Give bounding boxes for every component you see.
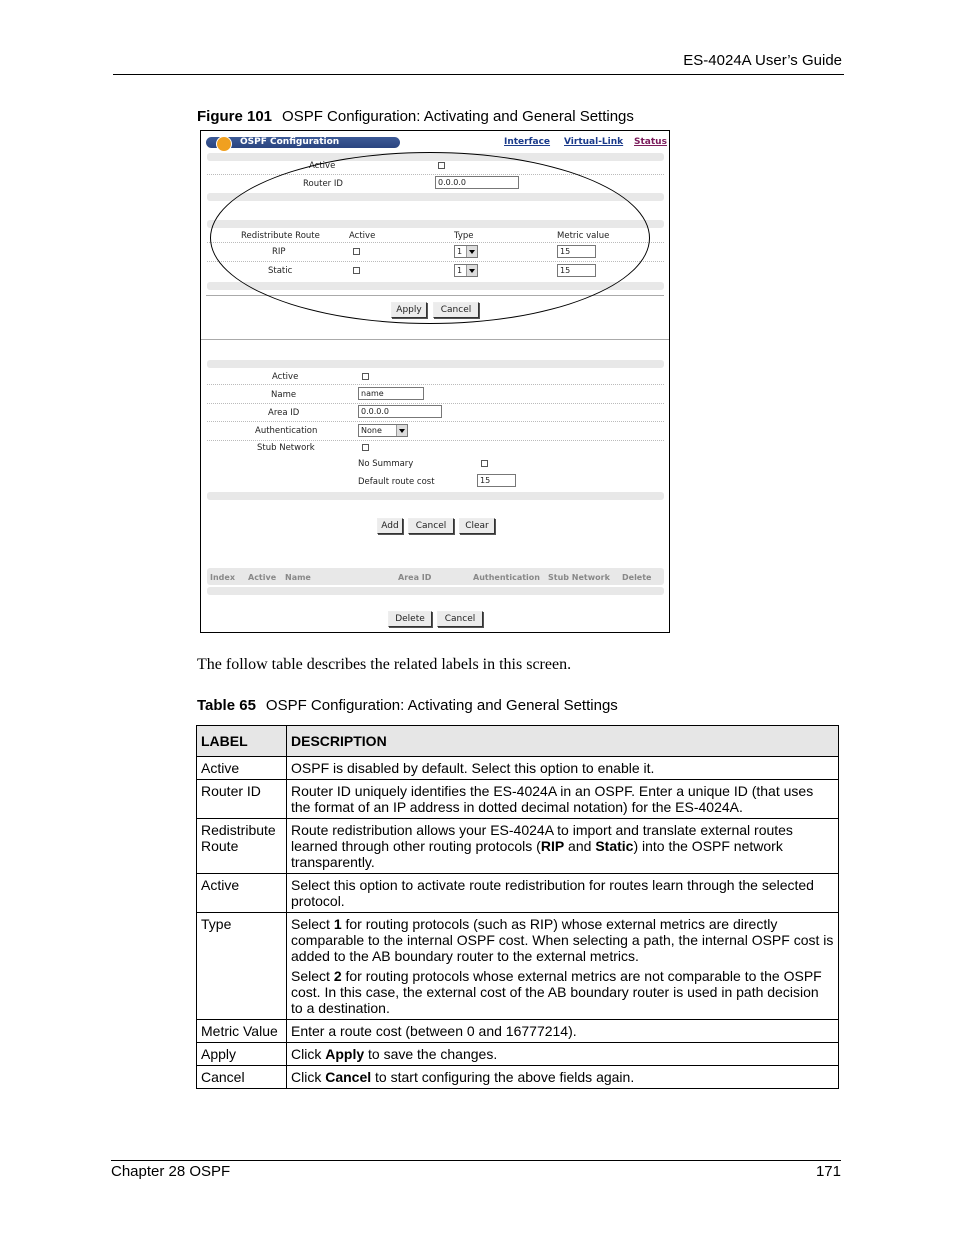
default-cost-input[interactable]: 15	[477, 474, 516, 487]
desc-bold: 2	[333, 968, 342, 984]
desc-text: Select	[291, 916, 334, 932]
table-row	[197, 1043, 839, 1066]
ospf-title: OSPF Configuration	[240, 137, 340, 147]
area-cancel-button[interactable]: Cancel	[408, 518, 454, 534]
desc-bold: RIP	[540, 838, 565, 854]
desc-text: Click	[291, 1069, 326, 1085]
section-band	[207, 360, 664, 368]
highlight-ellipse	[210, 152, 650, 324]
description-table	[196, 725, 839, 1089]
header-description: DESCRIPTION	[287, 726, 839, 757]
stub-network-checkbox[interactable]	[362, 444, 369, 451]
router-id-label: Router ID	[303, 179, 343, 189]
table-row	[197, 874, 839, 913]
table-row	[197, 1066, 839, 1089]
page-number: 171	[815, 1163, 841, 1180]
row-divider	[207, 440, 664, 441]
section-band	[207, 492, 664, 500]
stub-network-label: Stub Network	[257, 443, 315, 453]
desc-text: to save the changes.	[364, 1046, 498, 1062]
guide-title: ES-4024A User’s Guide	[683, 52, 842, 69]
area-id-label: Area ID	[268, 408, 300, 418]
desc-text: and	[564, 838, 596, 854]
list-header-area-id: Area ID	[398, 573, 432, 582]
row-description: Router ID uniquely identifies the ES-4024A in an OSPF. Enter a unique ID (that uses the format of an IP address in dotted decimal notation) for the ES-4024A.	[287, 780, 839, 819]
table-row	[197, 819, 839, 874]
table-header-row	[197, 726, 839, 757]
list-header-name: Name	[285, 573, 311, 582]
header-rule	[113, 74, 844, 75]
row-label: Type	[197, 913, 287, 1020]
static-label: Static	[268, 266, 293, 276]
row-description: OSPF is disabled by default. Select this option to enable it.	[287, 757, 839, 780]
virtual-link-link[interactable]: Virtual-Link	[564, 137, 624, 147]
desc-bold: 1	[333, 916, 342, 932]
ospf-title-icon	[216, 136, 232, 152]
authentication-label: Authentication	[255, 426, 318, 436]
area-active-label: Active	[272, 372, 299, 382]
desc-bold: Apply	[325, 1046, 365, 1062]
list-header-stub-network: Stub Network	[548, 573, 610, 582]
intro-paragraph: The follow table describes the related labels in this screen.	[197, 656, 572, 673]
redist-header-metric: Metric value	[557, 231, 610, 241]
redist-header-active: Active	[349, 231, 376, 241]
row-label: Cancel	[197, 1066, 287, 1089]
list-header-delete: Delete	[622, 573, 652, 582]
list-header-active: Active	[248, 573, 277, 582]
ospf-title-bar	[206, 137, 400, 148]
desc-bold: Cancel	[325, 1069, 372, 1085]
section-rule	[201, 339, 669, 340]
list-header-index: Index	[210, 573, 235, 582]
rip-type-value: 1	[457, 247, 463, 256]
area-id-input[interactable]: 0.0.0.0	[358, 405, 442, 418]
figure-caption-text: OSPF Configuration: Activating and General Settings	[282, 108, 634, 125]
rip-metric-input[interactable]: 15	[557, 245, 596, 258]
static-type-value: 1	[457, 266, 463, 275]
desc-paragraph	[291, 968, 834, 1016]
row-description	[287, 819, 839, 874]
rip-label: RIP	[272, 247, 286, 257]
section-band	[207, 587, 664, 595]
row-description	[287, 913, 839, 1020]
status-link[interactable]: Status	[634, 137, 667, 147]
chevron-down-icon	[396, 425, 407, 436]
row-label: Apply	[197, 1043, 287, 1066]
header-label: LABEL	[197, 726, 287, 757]
row-description	[287, 1043, 839, 1066]
area-active-checkbox[interactable]	[362, 373, 369, 380]
add-button[interactable]: Add	[377, 518, 403, 534]
desc-paragraph	[291, 916, 834, 964]
row-label: Redistribute Route	[197, 819, 287, 874]
row-label: Router ID	[197, 780, 287, 819]
desc-text: Route redistribution allows your ES-4024A to import and translate external routes learned through other routing protocols (	[291, 822, 793, 854]
desc-text: to start configuring the above fields again.	[371, 1069, 635, 1085]
table-row	[197, 1020, 839, 1043]
desc-text: Click	[291, 1046, 326, 1062]
table-label: Table 65	[197, 697, 256, 714]
desc-text: for routing protocols (such as RIP) whose external metrics are directly comparable to the internal OSPF cost. When selecting a path, the internal OSPF cost is added to the AB boundary router to the external metrics.	[291, 916, 834, 964]
router-id-input[interactable]: 0.0.0.0	[435, 176, 519, 189]
table-caption-text: OSPF Configuration: Activating and General Settings	[265, 697, 618, 714]
area-name-input[interactable]: name	[358, 387, 424, 400]
redist-header-type: Type	[454, 231, 474, 241]
footer-chapter: Chapter 28 OSPF	[111, 1163, 231, 1180]
table-row	[197, 913, 839, 1020]
desc-text: for routing protocols whose external metrics are not comparable to the OSPF cost. In this case, the external cost of the AB boundary router is used in path decision to a destination.	[291, 968, 822, 1016]
interface-link[interactable]: Interface	[504, 137, 551, 147]
delete-button[interactable]: Delete	[388, 611, 432, 627]
active-label: Active	[309, 161, 336, 171]
footer-rule	[111, 1160, 841, 1161]
row-description	[287, 1066, 839, 1089]
authentication-value: None	[361, 426, 382, 435]
area-name-label: Name	[271, 390, 297, 400]
desc-text: ) into the OSPF network transparently.	[291, 838, 783, 870]
cancel-button[interactable]: Cancel	[433, 302, 479, 318]
table-row	[197, 757, 839, 780]
row-label: Active	[197, 874, 287, 913]
row-label: Metric Value	[197, 1020, 287, 1043]
row-divider	[207, 421, 664, 422]
no-summary-label: No Summary	[358, 459, 414, 469]
list-header-authentication: Authentication	[473, 573, 540, 582]
default-cost-label: Default route cost	[358, 477, 435, 487]
row-label: Active	[197, 757, 287, 780]
row-divider	[207, 403, 664, 404]
no-summary-checkbox[interactable]	[481, 460, 488, 467]
redist-header-route: Redistribute Route	[241, 231, 320, 241]
apply-button[interactable]: Apply	[391, 302, 427, 318]
row-description: Select this option to activate route redistribution for routes learn through the selected protocol.	[287, 874, 839, 913]
clear-button[interactable]: Clear	[459, 518, 495, 534]
figure-label: Figure 101	[197, 108, 273, 125]
table-row	[197, 780, 839, 819]
list-cancel-button[interactable]: Cancel	[437, 611, 483, 627]
row-description: Enter a route cost (between 0 and 16777214).	[287, 1020, 839, 1043]
table-caption	[197, 697, 618, 714]
desc-text: Select	[291, 968, 334, 984]
authentication-select[interactable]	[358, 424, 408, 437]
desc-bold: Static	[595, 838, 634, 854]
static-metric-input[interactable]: 15	[557, 264, 596, 277]
row-divider	[207, 384, 664, 385]
figure-caption	[197, 108, 634, 125]
